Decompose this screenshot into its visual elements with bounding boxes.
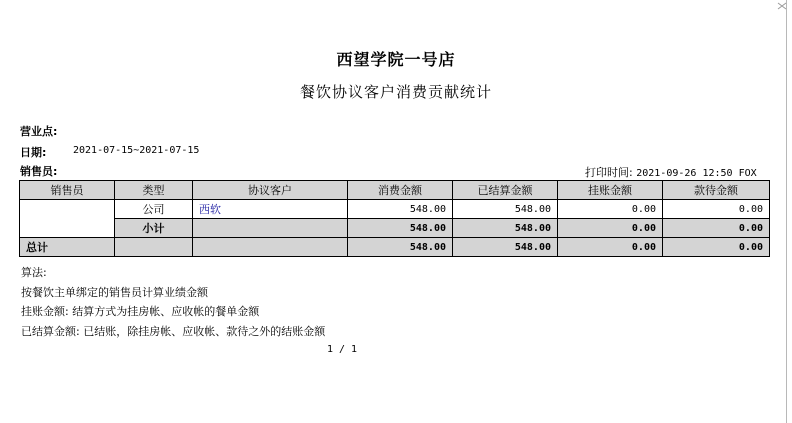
page-indicator: 1 / 1 [326,344,358,355]
cell-consumption: 548.00 [348,200,453,219]
cell-salesperson [20,200,115,238]
notes-heading: 算法: [21,266,47,279]
subtotal-settled: 548.00 [453,219,558,238]
salesperson-label: 销售员: [20,165,58,178]
salesperson [20,163,57,179]
subtotal-label: 小计 [115,219,193,238]
cell-hospitality: 0.00 [663,200,770,219]
note-line: 已结算金额: 已结账，除挂房帐、应收帐、款待之外的结账金额 [21,325,326,338]
print-time-value: 2021-09-26 12:50 FOX [636,168,757,179]
col-header-settled: 已结算金额 [453,181,558,200]
print-time [585,164,757,180]
col-header-hospitality: 款待金额 [663,181,770,200]
customer-link[interactable]: 西软 [199,203,221,216]
col-header-consumption: 消费金额 [348,181,453,200]
date-range-value: 2021-07-15~2021-07-15 [73,145,200,156]
date-label: 日期: [20,146,47,159]
col-header-salesperson: 销售员 [20,181,115,200]
subtotal-consumption: 548.00 [348,219,453,238]
total-row [20,238,770,257]
col-header-type: 类型 [115,181,193,200]
total-on-account: 0.00 [558,238,663,257]
total-label: 总计 [20,238,115,257]
total-empty-cell [115,238,193,257]
col-header-on-account: 挂账金额 [558,181,663,200]
store-title: 西望学院一号店 [336,50,456,69]
report-title: 餐饮协议客户消费贡献统计 [299,83,492,101]
print-time-label: 打印时间: [585,166,633,179]
total-consumption: 548.00 [348,238,453,257]
cell-settled: 548.00 [453,200,558,219]
cell-type: 公司 [115,200,193,219]
note-line: 挂账金额: 结算方式为挂房帐、应收帐的餐单金额 [21,305,260,318]
corner-mark-icon [777,2,787,10]
subtotal-empty-cell [193,219,348,238]
cell-customer[interactable] [193,200,348,219]
business-point [20,123,57,139]
subtotal-on-account: 0.00 [558,219,663,238]
table-row [20,200,770,219]
note-line: 按餐饮主单绑定的销售员计算业绩金额 [21,286,208,299]
business-point-label: 营业点: [20,125,58,138]
total-hospitality: 0.00 [663,238,770,257]
total-empty-cell [193,238,348,257]
total-settled: 548.00 [453,238,558,257]
report-table [19,180,770,257]
subtotal-hospitality: 0.00 [663,219,770,238]
cell-on-account: 0.00 [558,200,663,219]
subtotal-row [20,219,770,238]
col-header-customer: 协议客户 [193,181,348,200]
date-range [20,144,200,160]
table-header-row [20,181,770,200]
